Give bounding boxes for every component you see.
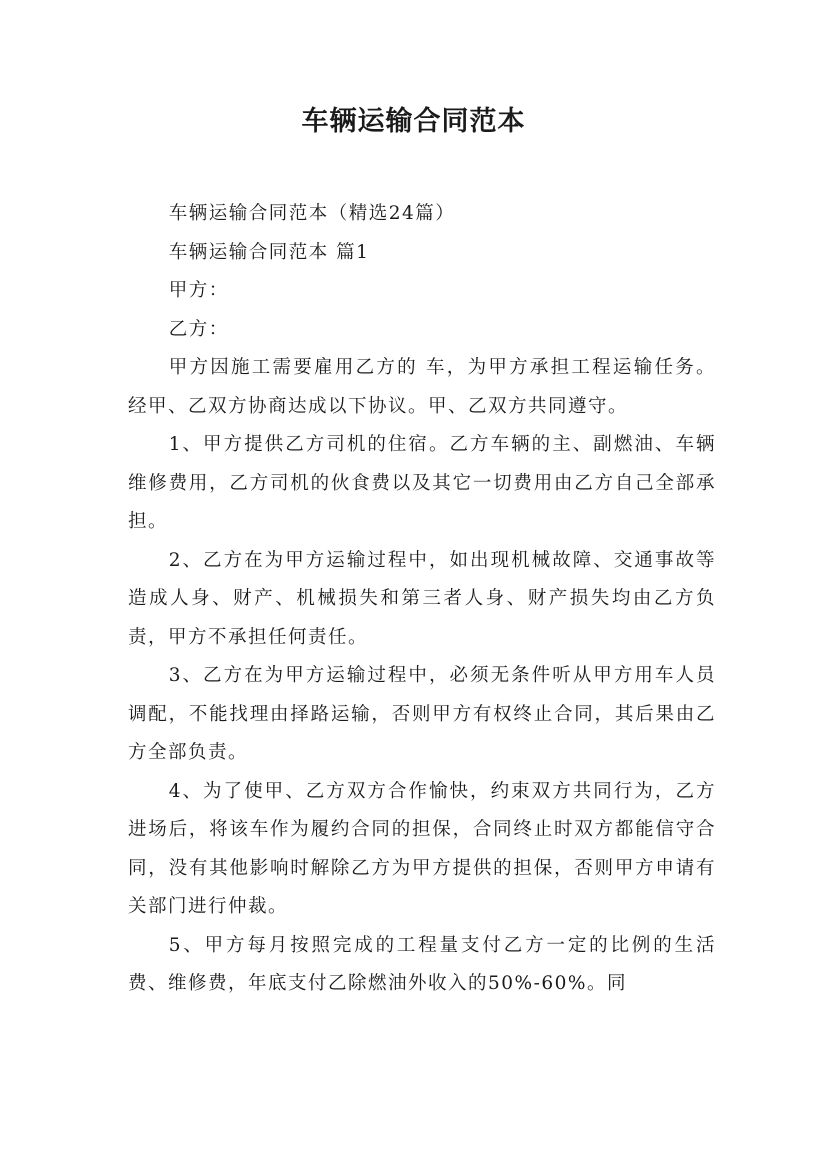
section-heading: 车辆运输合同范本 篇1 [168, 241, 370, 263]
document-title: 车辆运输合同范本 [301, 106, 526, 137]
party-a-label: 甲方： [168, 280, 229, 301]
paragraph-intro: 甲方因施工需要雇用乙方的 车，为甲方承担工程运输任务。经甲、乙双方协商达成以下协议。甲、乙双方共同遵守。 [128, 357, 716, 417]
party-b-label: 乙方： [168, 318, 229, 340]
document-subtitle: 车辆运输合同范本（精选24篇） [168, 203, 456, 224]
paragraph-clause-1: 1、甲方提供乙方司机的住宿。乙方车辆的主、副燃油、车辆维修费用，乙方司机的伙食费以及其它一切费用由乙方自己全部承担。 [128, 434, 716, 532]
paragraph-clause-4: 4、为了使甲、乙方双方合作愉快，约束双方共同行为，乙方进场后，将该车作为履约合同的担保，合同终止时双方都能信守合同，没有其他影响时解除乙方为甲方提供的担保，否则甲方申请有关部门进行仲裁。 [128, 780, 716, 917]
document-body [128, 195, 716, 1004]
paragraph-clause-5: 5、甲方每月按照完成的工程量支付乙方一定的比例的生活费、维修费，年底支付乙除燃油外收入的50%-60%。同 [128, 934, 716, 994]
paragraph-clause-2: 2、乙方在为甲方运输过程中，如出现机械故障、交通事故等造成人身、财产、机械损失和第三者人身、财产损失均由乙方负责，甲方不承担任何责任。 [128, 549, 716, 648]
paragraph-clause-3: 3、乙方在为甲方运输过程中，必须无条件听从甲方用车人员调配，不能找理由择路运输，否则甲方有权终止合同，其后果由乙方全部负责。 [128, 665, 716, 763]
